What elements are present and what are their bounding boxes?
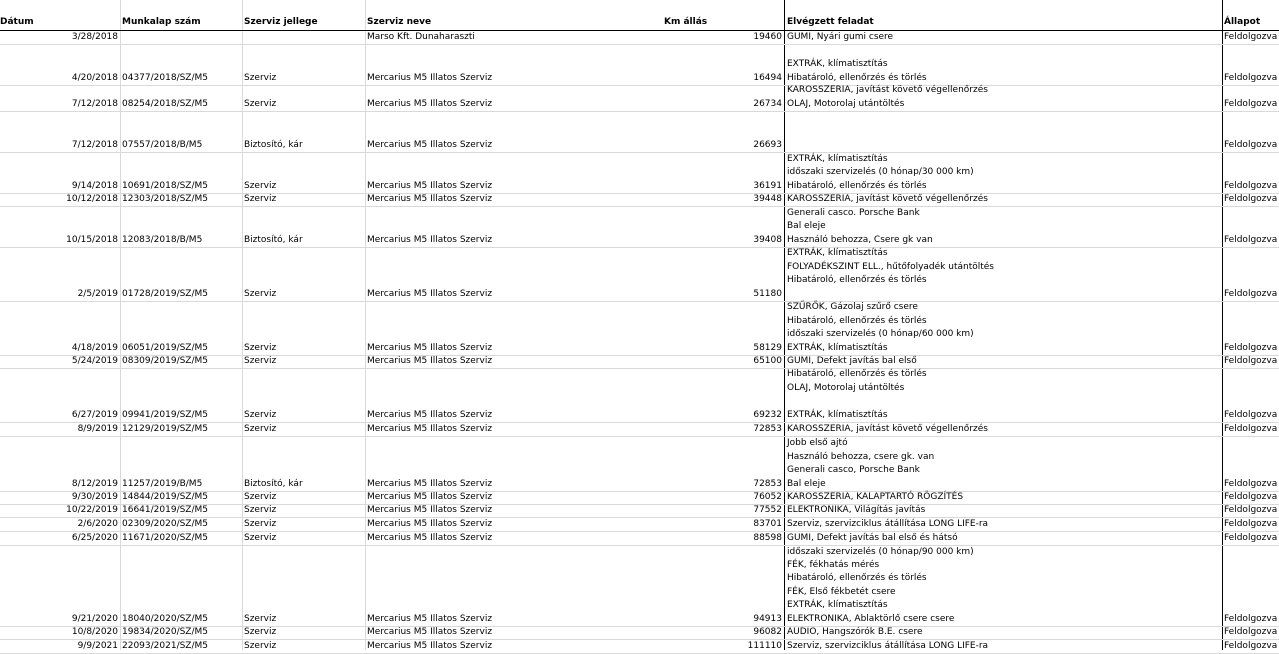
sheet-no-cell[interactable]: 06051/2019/SZ/M5: [122, 342, 209, 353]
sheet-no-cell[interactable]: 02309/2020/SZ/M5: [122, 518, 209, 529]
sheet-no-cell[interactable]: 01728/2019/SZ/M5: [122, 288, 209, 299]
date-cell[interactable]: 2/5/2019: [77, 288, 118, 299]
status-cell[interactable]: Feldolgozva: [1224, 342, 1278, 353]
km-cell[interactable]: 96082: [753, 626, 782, 637]
service-name-cell[interactable]: Mercarius M5 Illatos Szerviz: [367, 532, 493, 543]
work-line[interactable]: EXTRÁK, klímatisztítás: [787, 409, 888, 420]
date-cell[interactable]: 10/8/2020: [71, 626, 118, 637]
row-border: [0, 436, 1279, 437]
grid-line: [242, 0, 243, 650]
date-cell[interactable]: 9/30/2019: [71, 491, 118, 502]
km-cell[interactable]: 39408: [753, 234, 782, 245]
km-cell[interactable]: 69232: [753, 409, 782, 420]
date-cell[interactable]: 6/25/2020: [71, 532, 118, 543]
work-line[interactable]: EXTRÁK, klímatisztítás: [787, 342, 888, 353]
work-line[interactable]: Használó behozza, Csere gk van: [787, 234, 933, 245]
work-line[interactable]: KAROSSZERIA, KALAPTARTÓ RÖGZÍTÉS: [787, 491, 964, 502]
service-name-cell[interactable]: Marso Kft. Dunaharaszti: [367, 31, 475, 42]
service-type-cell[interactable]: Szerviz: [244, 518, 277, 529]
date-cell[interactable]: 10/15/2018: [66, 234, 118, 245]
service-type-cell[interactable]: Szerviz: [244, 288, 277, 299]
work-line[interactable]: időszaki szervizelés (0 hónap/90 000 km): [787, 546, 974, 557]
row-border: [0, 152, 1279, 153]
work-line[interactable]: Hibatároló, ellenőrzés és törlés: [787, 315, 927, 326]
grid-line: [365, 0, 366, 650]
service-type-cell[interactable]: Szerviz: [244, 98, 277, 109]
service-type-cell[interactable]: Szerviz: [244, 342, 277, 353]
header-work-done[interactable]: Elvégzett feladat: [787, 17, 874, 27]
sheet-no-cell[interactable]: 11257/2019/B/M5: [122, 478, 203, 489]
status-cell[interactable]: Feldolgozva: [1224, 288, 1278, 299]
row-border: [0, 545, 1279, 546]
km-cell[interactable]: 26693: [753, 139, 782, 150]
work-line[interactable]: KAROSSZERIA, javítást követő végellenőrzés: [787, 193, 988, 204]
work-line[interactable]: Generali casco, Porsche Bank: [787, 465, 920, 476]
work-line[interactable]: időszaki szervizelés (0 hónap/60 000 km): [787, 329, 974, 340]
service-name-cell[interactable]: Mercarius M5 Illatos Szerviz: [367, 72, 493, 83]
work-line[interactable]: AUDIO, Hangszórók B.E. csere: [787, 626, 923, 637]
date-cell[interactable]: 4/20/2018: [71, 72, 118, 83]
km-cell[interactable]: 111110: [747, 640, 782, 651]
km-cell[interactable]: 94913: [753, 613, 782, 624]
sheet-no-cell[interactable]: 18040/2020/SZ/M5: [122, 613, 209, 624]
km-cell[interactable]: 58129: [753, 342, 782, 353]
sheet-no-cell[interactable]: 22093/2021/SZ/M5: [122, 640, 209, 651]
km-cell[interactable]: 39448: [753, 193, 782, 204]
work-line[interactable]: SZŰRŐK, Gázolaj szűrő csere: [787, 302, 918, 313]
service-name-cell[interactable]: Mercarius M5 Illatos Szerviz: [367, 626, 493, 637]
status-cell[interactable]: Feldolgozva: [1224, 193, 1278, 204]
km-cell[interactable]: 26734: [753, 98, 782, 109]
service-type-cell[interactable]: Szerviz: [244, 355, 277, 366]
status-cell[interactable]: Feldolgozva: [1224, 355, 1278, 366]
service-type-cell[interactable]: Szerviz: [244, 180, 277, 191]
work-line[interactable]: Használó behozza, csere gk. van: [787, 451, 935, 462]
date-cell[interactable]: 9/9/2021: [77, 640, 118, 651]
work-line[interactable]: ELEKTRONIKA, Világítás javítás: [787, 504, 926, 515]
grid-line: [120, 0, 121, 650]
date-cell[interactable]: 7/12/2018: [71, 139, 118, 150]
header-status[interactable]: Állapot: [1224, 17, 1261, 27]
service-type-cell[interactable]: Szerviz: [244, 640, 277, 651]
service-type-cell[interactable]: Szerviz: [244, 613, 277, 624]
header-service-type[interactable]: Szerviz jellege: [244, 17, 318, 27]
grid-line: [1222, 0, 1223, 650]
km-cell[interactable]: 65100: [753, 355, 782, 366]
service-type-cell[interactable]: Szerviz: [244, 72, 277, 83]
service-name-cell[interactable]: Mercarius M5 Illatos Szerviz: [367, 180, 493, 191]
service-name-cell[interactable]: Mercarius M5 Illatos Szerviz: [367, 478, 493, 489]
work-line[interactable]: EXTRÁK, klímatisztítás: [787, 153, 888, 164]
km-cell[interactable]: 77552: [753, 504, 782, 515]
km-cell[interactable]: 83701: [753, 518, 782, 529]
work-line[interactable]: GUMI, Defekt javítás bal első: [787, 355, 917, 366]
work-line[interactable]: Generali casco. Porsche Bank: [787, 207, 920, 218]
sheet-no-cell[interactable]: 08309/2019/SZ/M5: [122, 355, 209, 366]
service-name-cell[interactable]: Mercarius M5 Illatos Szerviz: [367, 234, 493, 245]
work-line[interactable]: Szerviz, szervizciklus átállítása LONG LIFE-ra: [787, 518, 989, 529]
service-name-cell[interactable]: Mercarius M5 Illatos Szerviz: [367, 193, 493, 204]
work-line[interactable]: Hibatároló, ellenőrzés és törlés: [787, 369, 927, 380]
header-km[interactable]: Km állás: [664, 17, 708, 27]
service-name-cell[interactable]: Mercarius M5 Illatos Szerviz: [367, 288, 493, 299]
service-name-cell[interactable]: Mercarius M5 Illatos Szerviz: [367, 355, 493, 366]
service-name-cell[interactable]: Mercarius M5 Illatos Szerviz: [367, 640, 493, 651]
service-type-cell[interactable]: Szerviz: [244, 532, 277, 543]
work-line[interactable]: időszaki szervizelés (0 hónap/30 000 km): [787, 167, 974, 178]
service-name-cell[interactable]: Mercarius M5 Illatos Szerviz: [367, 491, 493, 502]
status-cell[interactable]: Feldolgozva: [1224, 139, 1278, 150]
service-name-cell[interactable]: Mercarius M5 Illatos Szerviz: [367, 139, 493, 150]
sheet-no-cell[interactable]: 16641/2019/SZ/M5: [122, 504, 209, 515]
service-name-cell[interactable]: Mercarius M5 Illatos Szerviz: [367, 518, 493, 529]
date-cell[interactable]: 9/21/2020: [71, 613, 118, 624]
work-line[interactable]: GUMI, Nyári gumi csere: [787, 31, 894, 42]
km-cell[interactable]: 76052: [753, 491, 782, 502]
row-border: [0, 206, 1279, 207]
row-border: [0, 111, 1279, 112]
work-line[interactable]: KAROSSZERIA, javítást követő végellenőrzés: [787, 85, 988, 96]
work-line[interactable]: Hibatároló, ellenőrzés és törlés: [787, 275, 927, 286]
date-cell[interactable]: 3/28/2018: [71, 31, 118, 42]
status-cell[interactable]: Feldolgozva: [1224, 180, 1278, 191]
service-name-cell[interactable]: Mercarius M5 Illatos Szerviz: [367, 504, 493, 515]
km-cell[interactable]: 51180: [753, 288, 782, 299]
work-line[interactable]: ELEKTRONIKA, Ablaktörlő csere csere: [787, 613, 955, 624]
work-line[interactable]: Hibatároló, ellenőrzés és törlés: [787, 180, 927, 191]
km-cell[interactable]: 36191: [753, 180, 782, 191]
service-name-cell[interactable]: Mercarius M5 Illatos Szerviz: [367, 409, 493, 420]
work-line[interactable]: Jobb első ajtó: [787, 438, 848, 449]
service-type-cell[interactable]: Szerviz: [244, 423, 277, 434]
work-line[interactable]: OLAJ, Motorolaj utántöltés: [787, 382, 905, 393]
date-cell[interactable]: 2/6/2020: [77, 518, 118, 529]
date-cell[interactable]: 10/22/2019: [66, 504, 118, 515]
status-cell[interactable]: Feldolgozva: [1224, 423, 1278, 434]
sheet-no-cell[interactable]: 07557/2018/B/M5: [122, 139, 203, 150]
date-cell[interactable]: 6/27/2019: [71, 409, 118, 420]
date-cell[interactable]: 10/12/2018: [66, 193, 118, 204]
status-cell[interactable]: Feldolgozva: [1224, 626, 1278, 637]
row-border: [0, 85, 1279, 86]
service-name-cell[interactable]: Mercarius M5 Illatos Szerviz: [367, 613, 493, 624]
service-name-cell[interactable]: Mercarius M5 Illatos Szerviz: [367, 342, 493, 353]
sheet-no-cell[interactable]: 14844/2019/SZ/M5: [122, 491, 209, 502]
sheet-no-cell[interactable]: 11671/2020/SZ/M5: [122, 532, 209, 543]
service-type-cell[interactable]: Szerviz: [244, 626, 277, 637]
date-cell[interactable]: 9/14/2018: [71, 180, 118, 191]
status-cell[interactable]: Feldolgozva: [1224, 31, 1278, 42]
row-border: [0, 301, 1279, 302]
work-line[interactable]: EXTRÁK, klímatisztítás: [787, 600, 888, 611]
row-border: [0, 368, 1279, 369]
status-cell[interactable]: Feldolgozva: [1224, 491, 1278, 502]
date-cell[interactable]: 4/18/2019: [71, 342, 118, 353]
sheet-no-cell[interactable]: 10691/2018/SZ/M5: [122, 180, 209, 191]
service-type-cell[interactable]: Biztosító, kár: [244, 234, 303, 245]
status-cell[interactable]: Feldolgozva: [1224, 504, 1278, 515]
sheet-no-cell[interactable]: 12129/2019/SZ/M5: [122, 423, 209, 434]
work-line[interactable]: Bal eleje: [787, 221, 826, 232]
km-cell[interactable]: 88598: [753, 532, 782, 543]
date-cell[interactable]: 8/12/2019: [71, 478, 118, 489]
status-cell[interactable]: Feldolgozva: [1224, 409, 1278, 420]
work-line[interactable]: Bal eleje: [787, 478, 826, 489]
work-line[interactable]: Hibatároló, ellenőrzés és törlés: [787, 573, 927, 584]
service-type-cell[interactable]: Szerviz: [244, 193, 277, 204]
status-cell[interactable]: Feldolgozva: [1224, 640, 1278, 651]
status-cell[interactable]: Feldolgozva: [1224, 478, 1278, 489]
work-line[interactable]: FÉK, fékhatás mérés: [787, 560, 880, 570]
header-date[interactable]: Dátum: [0, 17, 34, 27]
work-line[interactable]: EXTRÁK, klímatisztítás: [787, 248, 888, 259]
km-cell[interactable]: 16494: [753, 72, 782, 83]
status-cell[interactable]: Feldolgozva: [1224, 72, 1278, 83]
work-line[interactable]: FOLYADÉKSZINT ELL., hűtőfolyadék utántöltés: [787, 261, 994, 272]
km-cell[interactable]: 19460: [753, 31, 782, 42]
work-line[interactable]: Hibatároló, ellenőrzés és törlés: [787, 72, 927, 83]
row-border: [0, 44, 1279, 45]
date-cell[interactable]: 5/24/2019: [71, 355, 118, 366]
work-line[interactable]: OLAJ, Motorolaj utántöltés: [787, 98, 905, 109]
service-type-cell[interactable]: Szerviz: [244, 409, 277, 420]
work-line[interactable]: GUMI, Defekt javítás bal első és hátsó: [787, 532, 958, 543]
header-sheet-no[interactable]: Munkalap szám: [122, 17, 201, 27]
status-cell[interactable]: Feldolgozva: [1224, 518, 1278, 529]
work-line[interactable]: Szerviz, szervizciklus átállítása LONG LIFE-ra: [787, 640, 989, 651]
sheet-no-cell[interactable]: 19834/2020/SZ/M5: [122, 626, 209, 637]
km-cell[interactable]: 72853: [753, 423, 782, 434]
service-type-cell[interactable]: Szerviz: [244, 491, 277, 502]
km-cell[interactable]: 72853: [753, 478, 782, 489]
service-name-cell[interactable]: Mercarius M5 Illatos Szerviz: [367, 423, 493, 434]
status-cell[interactable]: Feldolgozva: [1224, 234, 1278, 245]
status-cell[interactable]: Feldolgozva: [1224, 98, 1278, 109]
service-type-cell[interactable]: Biztosító, kár: [244, 478, 303, 489]
status-cell[interactable]: Feldolgozva: [1224, 532, 1278, 543]
work-line[interactable]: FÉK, Első fékbetét csere: [787, 586, 896, 597]
service-type-cell[interactable]: Szerviz: [244, 504, 277, 515]
status-cell[interactable]: Feldolgozva: [1224, 613, 1278, 624]
work-line[interactable]: KAROSSZERIA, javítást követő végellenőrzés: [787, 423, 988, 434]
service-name-cell[interactable]: Mercarius M5 Illatos Szerviz: [367, 98, 493, 109]
sheet-no-cell[interactable]: 08254/2018/SZ/M5: [122, 98, 209, 109]
header-service-name[interactable]: Szerviz neve: [367, 17, 432, 27]
sheet-no-cell[interactable]: 09941/2019/SZ/M5: [122, 409, 209, 420]
row-border: [0, 247, 1279, 248]
grid-line: [784, 0, 785, 650]
service-type-cell[interactable]: Biztosító, kár: [244, 139, 303, 150]
work-line[interactable]: EXTRÁK, klímatisztítás: [787, 59, 888, 70]
sheet-no-cell[interactable]: 12303/2018/SZ/M5: [122, 193, 209, 204]
date-cell[interactable]: 8/9/2019: [77, 423, 118, 434]
sheet-no-cell[interactable]: 04377/2018/SZ/M5: [122, 72, 209, 83]
sheet-no-cell[interactable]: 12083/2018/B/M5: [122, 234, 203, 245]
date-cell[interactable]: 7/12/2018: [71, 98, 118, 109]
